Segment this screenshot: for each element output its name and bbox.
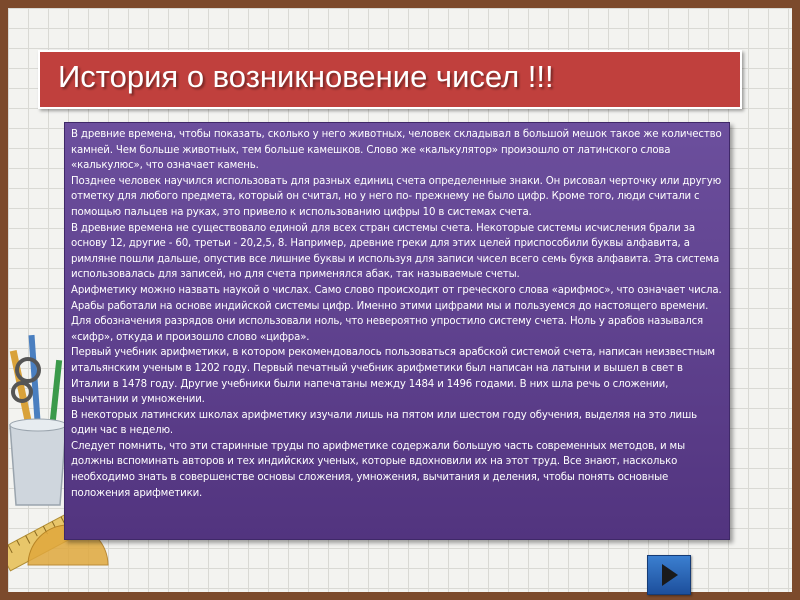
paragraph: Арифметику можно назвать наукой о числах. Само слово происходит от греческого слова «арифмос», что означает числа.	[71, 284, 722, 296]
paragraph: В некоторых латинских школах арифметику изучали лишь на пятом или шестом году обучения, выделяя на это лишь один час в неделю.	[71, 409, 698, 437]
paragraph: В древние времена, чтобы показать, сколько у него животных, человек складывал в большой мешок такое же количество камней. Чем больше животных, тем больше камешков. Слово же «калькулятор» произошло от латинского слова «калькулюс», что означает камень.	[71, 129, 722, 172]
paragraph: В древние времена не существовало единой для всех стран системы счета. Некоторые системы исчисления брали за основу 12, другие - 60, третьи - 20,2,5, 8. Например, древние греки для этих целей приспособили буквы алфавита, а римляне пошли дальше, опустив все лишние буквы и используя для записи чисел всего семь букв алфавита. Эта система использовалась для записей, но для счета применялся абак, так называемые счеты.	[71, 222, 720, 281]
content-box	[64, 122, 730, 540]
next-slide-button[interactable]	[647, 555, 691, 595]
slide-title: История о возникновение чисел !!!	[58, 59, 554, 94]
paragraph: Следует помнить, что эти старинные труды по арифметике содержали большую часть современных методов, и мы должны вспоминать авторов и тех индийских ученых, которые вдохновили их на этот труд. Все знают, насколько необходимо знать в совершенстве основы сложения, умножения, вычитания и деления, чтобы понять основные положения арифметики.	[71, 440, 685, 499]
paragraph: Позднее человек научился использовать для разных единиц счета определенные знаки. Он рисовал черточку или другую отметку для любого предмета, который он считал, но у него по- прежнему не было цифр. Кроме того, люди считали с помощью пальцев на руках, это привело к использованию цифры 10 в системах счета.	[71, 175, 721, 218]
next-arrow-icon	[648, 556, 690, 594]
slide-title-bar	[38, 50, 742, 109]
content-text	[65, 123, 729, 501]
paragraph: Арабы работали на основе индийской системы цифр. Именно этими цифрами мы и пользуемся до настоящего времени. Для обозначения разрядов они использовали ноль, что невероятно упростило систему счета. Ноль у арабов назывался «сифр», откуда и произошло слово «цифра».	[71, 300, 709, 343]
paragraph: Первый учебник арифметики, в котором рекомендовалось пользоваться арабской системой счета, написан неизвестным итальянским ученым в 1202 году. Первый печатный учебник арифметики был написан на латыни и вышел в свет в Италии в 1478 году. Другие учебники были напечатаны между 1484 и 1496 годами. В них шла речь о сложении, вычитании и умножении.	[71, 347, 715, 406]
